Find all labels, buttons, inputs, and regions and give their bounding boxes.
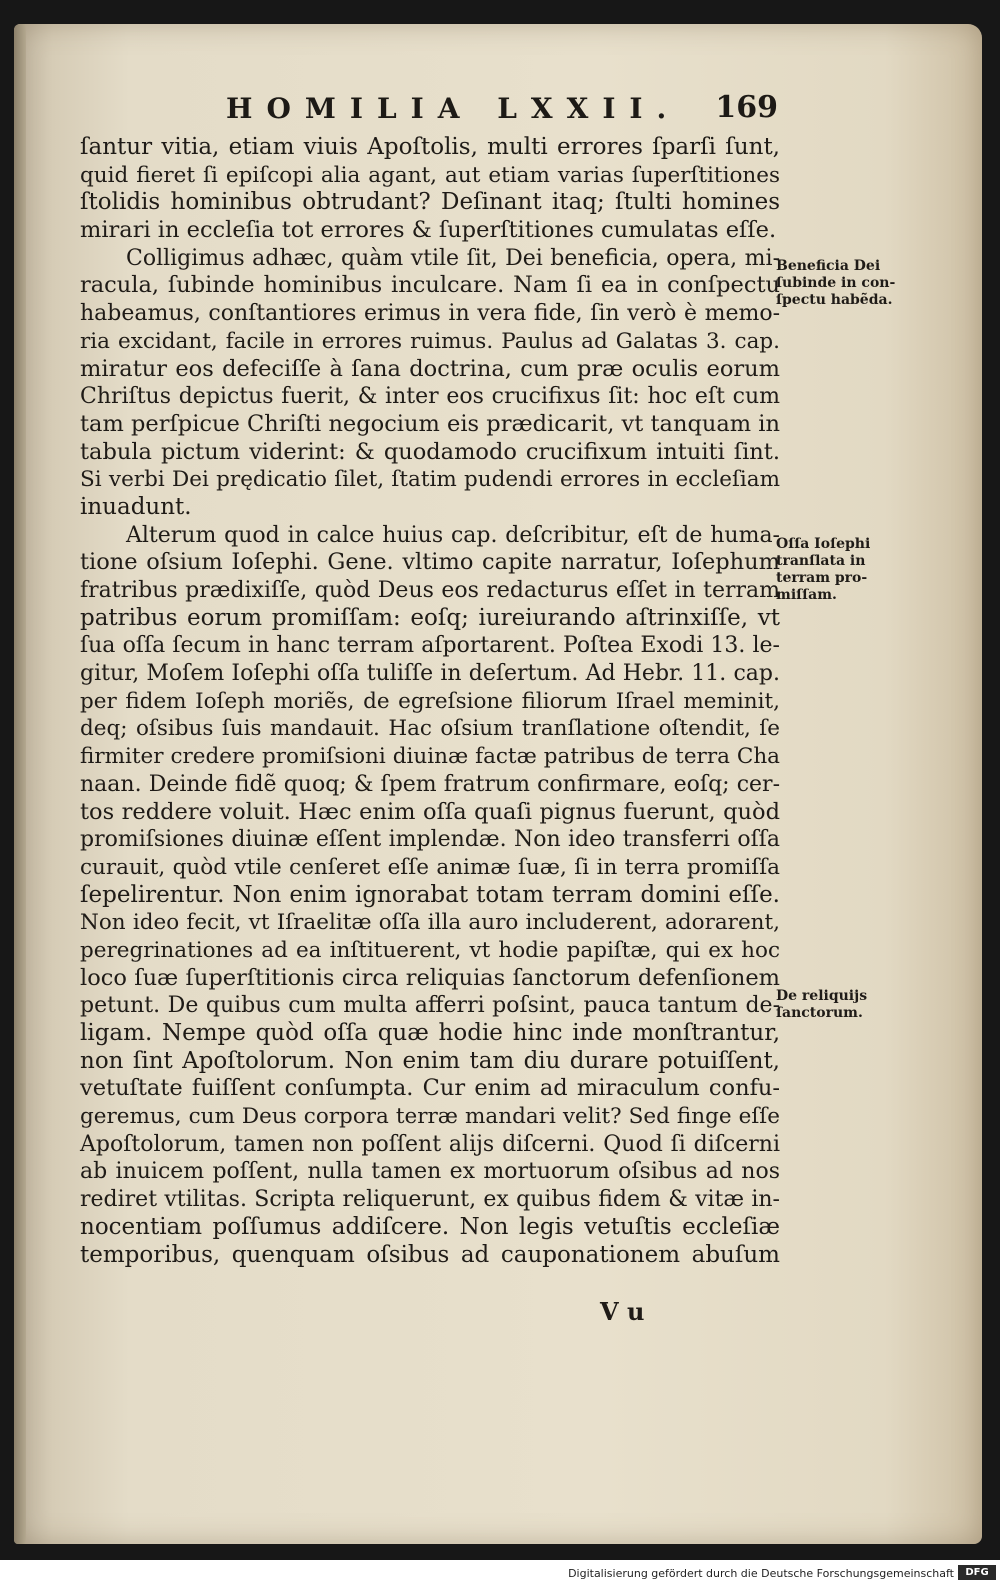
text-line: geremus, cum Deus corpora terræ mandari velit? Sed finge eſſe [80,1104,780,1130]
text-line: vetuſtate fuiſſent conſumpta. Cur enim ad miraculum confu- [80,1075,780,1102]
text-line: tos reddere voluit. Hæc enim oſſa quaſi pignus fuerunt, quòd [80,798,780,825]
text-line: fratribus prædixiſſe, quòd Deus eos redacturus eſſet in terram [80,578,780,603]
running-title: HOMILIA LXXII. [226,92,681,125]
page-gutter-edge [14,24,26,1544]
text-line: Apoſtolorum, tamen non poſſent alijs diſcerni. Quod ſi diſcerni [80,1131,780,1157]
text-line: ſantur vitia, etiam viuis Apoſtolis, multi errores ſparſi ſunt, [80,134,780,160]
text-line: mirari in eccleſia tot errores & ſuperſtitiones cumulatas eſſe. [80,217,777,244]
funding-credit: Digitalisierung gefördert durch die Deutsche Forschungsgemeinschaft [568,1567,954,1580]
text-line: ſtolidis hominibus obtrudant? Deſinant itaq; ſtulti homines [80,189,780,216]
text-line: deq; oſsibus ſuis mandauit. Hac oſsium tranſlatione oſtendit, ſe [80,716,780,742]
text-line: quid fieret ſi epiſcopi alia agant, aut etiam varias ſuperſtitiones [80,162,780,188]
text-line: tabula pictum viderint: & quodamodo crucifixum intuiti ſint. [80,438,780,465]
page-header [80,92,780,128]
text-line: loco ſuæ ſuperſtitionis circa reliquias ſanctorum defenſionem [80,964,780,991]
text-line: racula, ſubinde hominibus inculcare. Nam ſi ea in conſpectu [80,272,780,299]
text-line: tione oſsium Ioſephi. Gene. vltimo capite narratur, Ioſephum [80,549,780,576]
margin-note-line: Beneficia Dei [776,258,881,274]
margin-note-line: miſſam. [776,587,837,603]
margin-note-line: ſpectu habẽda. [776,292,893,308]
text-line: ſua oſſa ſecum in hanc terram aſportarent. Poſtea Exodi 13. le- [80,633,780,659]
dfg-logo-icon: DFG [958,1565,996,1580]
margin-note-line: tranſlata in [776,553,866,569]
text-line: ligam. Nempe quòd oſſa quæ hodie hinc inde monſtrantur, [80,1020,780,1046]
text-line: petunt. De quibus cum multa afferri poſsint, pauca tantum de- [80,993,780,1019]
text-line: ab inuicem poſſent, nulla tamen ex mortuorum oſsibus ad nos [80,1159,780,1185]
margin-note-line: ſanctorum. [776,1005,863,1021]
margin-note-ossa-iosephi [776,536,916,604]
text-line: habeamus, conſtantiores erimus in vera fide, ſin verò è memo- [80,301,780,327]
text-line: firmiter credere promiſsioni diuinæ factæ patribus de terra Cha [80,744,780,770]
catchword: V u [600,1297,645,1326]
text-line: miratur eos defeciſſe à ſana doctrina, cum præ oculis eorum [80,355,780,382]
margin-note-line: Oſſa Ioſephi [776,536,871,552]
text-line: gitur, Moſem Ioſephi oſſa tuliſſe in deſertum. Ad Hebr. 11. cap. [80,661,780,687]
margin-note-line: De reliquijs [776,988,868,1004]
text-line: non ſint Apoſtolorum. Non enim tam diu durare potuiſſent, [80,1047,780,1074]
text-line: promiſsiones diuinæ eſſent implendæ. Non ideo transferri oſſa [80,827,780,853]
text-line: Colligimus adhæc, quàm vtile ſit, Dei beneficia, opera, mi- [126,245,780,271]
text-line: inuadunt. [80,493,192,520]
text-line: Chriſtus depictus fuerit, & inter eos crucifixus ſit: hoc eſt cum [80,384,780,410]
text-line: peregrinationes ad ea inſtituerent, vt hodie papiſtæ, qui ex hoc [80,937,780,963]
text-line: patribus eorum promiſſam: eoſq; iureiurando aſtrinxiſſe, vt [80,604,780,631]
margin-note-reliquiae [776,988,916,1022]
footer [0,1562,1000,1585]
text-line: rediret vtilitas. Scripta reliquerunt, ex quibus fidem & vitæ in- [80,1187,780,1213]
text-line: nocentiam poſſumus addiſcere. Non legis vetuſtis eccleſiæ [80,1213,780,1240]
margin-note-line: terram pro- [776,570,868,586]
page-number: 169 [715,90,778,125]
text-line: per fidem Ioſeph moriẽs, de egreſsione filiorum Iſrael meminit, [80,688,780,714]
text-line: naan. Deinde fidẽ quoq; & ſpem fratrum confirmare, eoſq; cer- [80,771,780,797]
body-text [80,134,780,1269]
text-line: temporibus, quenquam oſsibus ad cauponationem abuſum [80,1241,780,1268]
text-line: Non ideo fecit, vt Iſraelitæ oſſa illa auro includerent, adorarent, [80,910,780,936]
margin-note-beneficia [776,258,916,309]
text-line: tam perſpicue Chriſti negocium eis prædicarit, vt tanquam in [80,410,780,437]
text-line: ria excidant, facile in errores ruimus. Paulus ad Galatas 3. cap. [80,328,780,354]
text-line: ſepelirentur. Non enim ignorabat totam terram domini eſſe. [80,881,780,908]
text-line: Alterum quod in calce huius cap. deſcribitur, eſt de huma- [126,522,780,548]
margin-note-line: ſubinde in con- [776,275,896,291]
text-line: Si verbi Dei prędicatio ſilet, ſtatim pudendi errores in eccleſiam [80,467,780,493]
text-line: curauit, quòd vtile cenſeret eſſe animæ ſuæ, ſi in terra promiſſa [80,854,780,880]
